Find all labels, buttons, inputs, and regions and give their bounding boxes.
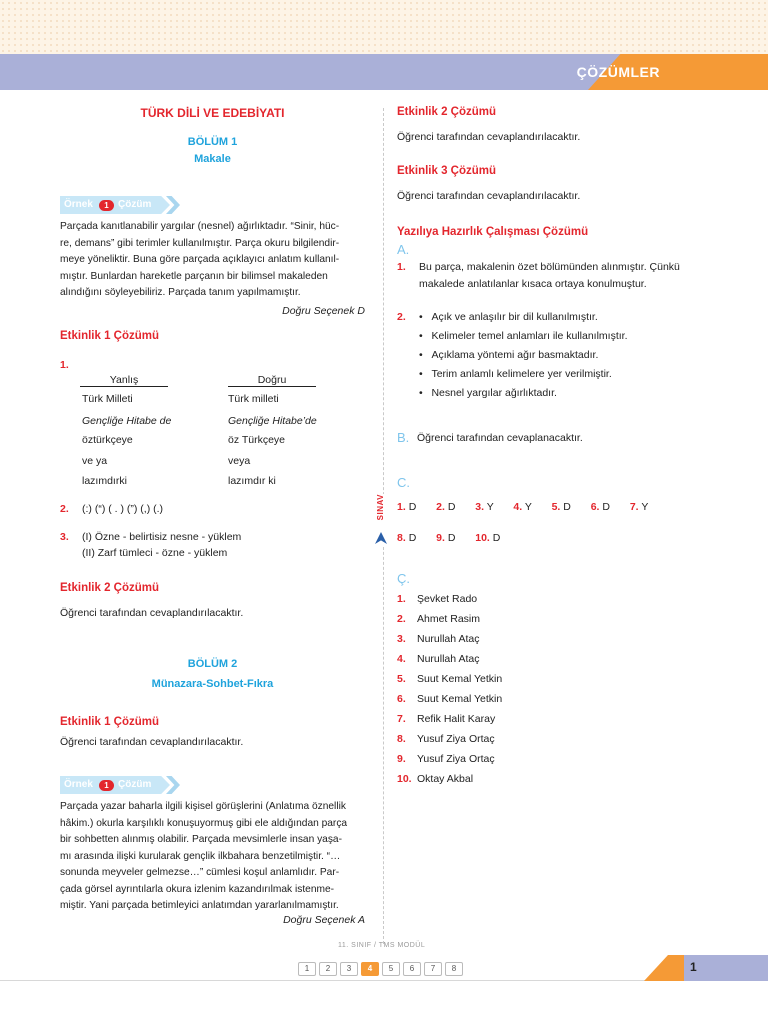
item-num: 6. [397, 693, 406, 705]
example2-line: çada görsel ayrıntılarla okura izlenim kazandırılmak istenme- [60, 883, 335, 895]
part-c-row [397, 501, 648, 513]
bullet-icon: • [419, 387, 423, 399]
answer-value: D [492, 532, 501, 544]
answer-num: 8. [397, 532, 406, 544]
a2-num: 2. [397, 311, 406, 323]
section1-title: BÖLÜM 1 [187, 136, 238, 148]
page-number: 1 [690, 960, 697, 974]
s2-etkinlik1-title: Etkinlik 1 Çözümü [60, 716, 160, 728]
answer-value: Y [641, 501, 649, 513]
item-text: Nurullah Ataç [417, 653, 480, 665]
badge-prefix: Örnek [64, 779, 93, 790]
part-a-letter: A. [397, 242, 410, 257]
example2-text [60, 799, 347, 915]
sinav-logo [372, 494, 392, 546]
page-nav-item[interactable]: 6 [403, 962, 421, 976]
answer-value: D [408, 532, 417, 544]
answer-num: 7. [629, 501, 639, 513]
wrong-column-header: Yanlış [80, 375, 168, 387]
list-item-text: Açıklama yöntemi ağır basmaktadır. [431, 349, 599, 361]
wrong-cell: lazımdırki [82, 475, 127, 487]
list-item [419, 387, 628, 406]
example2-answer: Doğru Seçenek A [283, 914, 365, 926]
header-dot-pattern [0, 0, 768, 54]
list-item-text: Kelimeler temel anlamları ile kullanılmıştır. [431, 330, 628, 342]
right-cell: Türk milleti [228, 393, 279, 405]
part-b-text: Öğrenci tarafından cevaplanacaktır. [417, 432, 583, 444]
a1-line: makalede anlatılanlar kısaca ortaya konulmuştur. [419, 278, 647, 290]
example1-line: alındığını söyleyebiliriz. Parçada tanım yapılmamıştır. [60, 287, 301, 298]
badge-number: 1 [99, 200, 114, 211]
sinav-logo-mark [375, 532, 387, 544]
badge-prefix: Örnek [64, 199, 93, 210]
list-item-text: Açık ve anlaşılır bir dil kullanılmıştır. [431, 311, 598, 323]
sinav-logo-text: SINAV [376, 494, 385, 521]
r-etkinlik2-text: Öğrenci tarafından cevaplandırılacaktır. [397, 131, 581, 143]
bullet-icon: • [419, 330, 423, 342]
list-item [397, 593, 502, 613]
page-nav-item[interactable]: 8 [445, 962, 463, 976]
page-nav-item[interactable]: 5 [382, 962, 400, 976]
list-item [397, 693, 502, 713]
item-text: Refik Halit Karay [417, 713, 496, 725]
list-item [419, 330, 628, 349]
answer-value: D [408, 501, 417, 513]
header-title: ÇÖZÜMLER [576, 64, 660, 80]
list-item [397, 773, 502, 793]
r-etkinlik3-text: Öğrenci tarafından cevaplandırılacaktır. [397, 190, 581, 202]
item-text: Suut Kemal Yetkin [417, 693, 503, 705]
page-nav-item[interactable]: 7 [424, 962, 442, 976]
part-cc-letter: Ç. [397, 571, 410, 586]
wrong-cell: ve ya [82, 455, 108, 467]
answer-value: D [602, 501, 610, 513]
example1-line: meye yöneliktir. Buna göre parçada açıklayıcı anlatım kullanıl- [60, 254, 340, 265]
page-nav-item-active[interactable]: 4 [361, 962, 379, 976]
page-nav-item[interactable]: 3 [340, 962, 358, 976]
page-nav-item[interactable]: 2 [319, 962, 337, 976]
example2-badge [60, 776, 182, 794]
example2-line: mı arasında ilişki kurularak gençlik ilkbahara benzetilmiştir. “… [60, 850, 341, 862]
right-cell: lazımdır ki [228, 475, 276, 487]
item-num: 3. [397, 633, 406, 645]
list-item [397, 673, 502, 693]
part-c-row [397, 532, 500, 544]
footer-tab-accent [644, 955, 684, 981]
example1-text [60, 219, 339, 302]
list-item [397, 713, 502, 733]
answer-num: 5. [551, 501, 561, 513]
answer-num: 6. [590, 501, 600, 513]
answer-value: D [563, 501, 571, 513]
item-text: Ahmet Rasim [417, 613, 481, 625]
etkinlik1-item2-text: (:) (“) ( . ) (”) (,) (.) [82, 503, 164, 515]
example1-badge [60, 196, 182, 214]
wrong-cell: Gençliğe Hitabe de [82, 415, 172, 427]
answer-num: 3. [475, 501, 485, 513]
bullet-icon: • [419, 349, 423, 361]
etkinlik2-title: Etkinlik 2 Çözümü [60, 582, 160, 594]
part-c-letter: C. [397, 475, 410, 490]
badge-suffix: Çözüm [118, 199, 152, 210]
item-text: Şevket Rado [417, 593, 478, 605]
example1-line: mıştır. Bunlardan hareketle parçanın bir bilimsel makaleden [60, 270, 328, 282]
item-text: Yusuf Ziya Ortaç [417, 733, 495, 745]
answer-value: D [447, 501, 456, 513]
example1-line: Parçada kanıtlanabilir yargılar (nesnel) ağırlıktadır. “Sinir, hüc- [60, 221, 340, 232]
etkinlik1-item3-line: (I) Özne - belirtisiz nesne - yüklem [82, 531, 242, 543]
list-item [419, 349, 628, 368]
item-num: 10. [397, 773, 412, 785]
right-cell: öz Türkçeye [228, 434, 285, 446]
answer-num: 1. [397, 501, 406, 513]
module-label: 11. SINIF / TMS MODÜL [338, 942, 426, 949]
bullet-icon: • [419, 368, 423, 380]
list-item [397, 753, 502, 773]
right-column-header: Doğru [228, 375, 316, 387]
example2-line: miştir. Yani parçada betimleyici anlatımdan yararlanılmamıştır. [60, 900, 339, 911]
item-num: 1. [397, 593, 406, 605]
list-item-text: Terim anlamlı kelimelere yer verilmiştir. [431, 368, 612, 380]
etkinlik1-item3-line: (II) Zarf tümleci - özne - yüklem [82, 547, 228, 559]
etkinlik1-item3-num: 3. [60, 531, 69, 543]
r-etkinlik2-title: Etkinlik 2 Çözümü [397, 106, 497, 118]
badge-number: 1 [99, 780, 114, 791]
answer-num: 10. [475, 532, 490, 544]
a2-bullet-list [419, 311, 628, 406]
answer-num: 9. [436, 532, 445, 544]
item-text: Oktay Akbal [417, 773, 474, 785]
page-nav [298, 962, 463, 976]
page-nav-item[interactable]: 1 [298, 962, 316, 976]
item-text: Suut Kemal Yetkin [417, 673, 503, 685]
part-b-letter: B. [397, 430, 410, 445]
etkinlik1-item2-num: 2. [60, 503, 69, 515]
answer-value: D [447, 532, 456, 544]
a1-num: 1. [397, 261, 406, 273]
item-text: Yusuf Ziya Ortaç [417, 753, 495, 765]
yazili-title: Yazılıya Hazırlık Çalışması Çözümü [397, 226, 589, 238]
answer-value: Y [486, 501, 494, 513]
right-cell: veya [228, 455, 251, 467]
list-item [397, 733, 502, 753]
a1-line: Bu parça, makalenin özet bölümünden alınmıştır. Çünkü [419, 261, 680, 273]
item-text: Nurullah Ataç [417, 633, 480, 645]
example2-line: hâkim.) okurla karşılıklı konuşuyormuş gibi ele aldığından parça [60, 817, 348, 829]
wrong-cell: Türk Milleti [82, 393, 133, 405]
example1-answer: Doğru Seçenek D [282, 305, 365, 317]
example1-line: re, demans” gibi terimler kullanılmıştır. Parça okuru bilgilendir- [60, 237, 340, 249]
list-item [419, 311, 628, 330]
section2-subtitle: Münazara-Sohbet-Fıkra [151, 678, 274, 690]
wrong-cell: öztürkçeye [82, 434, 133, 446]
list-item-text: Nesnel yargılar ağırlıktadır. [431, 387, 557, 399]
item-num: 5. [397, 673, 406, 685]
example2-line: sonunda meyveler gelmezse…” cümlesi koşul anlamlıdır. Par- [60, 867, 340, 878]
etkinlik2-text: Öğrenci tarafından cevaplandırılacaktır. [60, 607, 244, 619]
answer-num: 4. [513, 501, 523, 513]
item-num: 7. [397, 713, 406, 725]
list-item [419, 368, 628, 387]
list-item [397, 653, 502, 673]
section1-subtitle: Makale [194, 153, 231, 165]
r-etkinlik3-title: Etkinlik 3 Çözümü [397, 165, 497, 177]
badge-suffix: Çözüm [118, 779, 152, 790]
list-item [397, 613, 502, 633]
example2-line: bir sohbetten alınmış olabilir. Parçada mevsimlerle insan yaşa- [60, 834, 342, 845]
item-num: 4. [397, 653, 406, 665]
main-title: TÜRK DİLİ VE EDEBİYATI [140, 106, 285, 120]
list-item [397, 633, 502, 653]
etkinlik1-title: Etkinlik 1 Çözümü [60, 330, 160, 342]
right-cell: Gençliğe Hitabe’de [228, 415, 317, 427]
answer-value: Y [524, 501, 532, 513]
s2-etkinlik1-text: Öğrenci tarafından cevaplandırılacaktır. [60, 736, 244, 748]
item-num: 2. [397, 613, 406, 625]
example2-line: Parçada yazar baharla ilgili kişisel görüşlerini (Anlatıma öznellik [60, 801, 346, 812]
answer-num: 2. [436, 501, 445, 513]
part-cc-list [397, 593, 502, 793]
item-num: 9. [397, 753, 406, 765]
bullet-icon: • [419, 311, 423, 323]
section2-title: BÖLÜM 2 [187, 658, 238, 670]
item-num: 8. [397, 733, 406, 745]
etkinlik1-item1-num: 1. [60, 359, 69, 371]
